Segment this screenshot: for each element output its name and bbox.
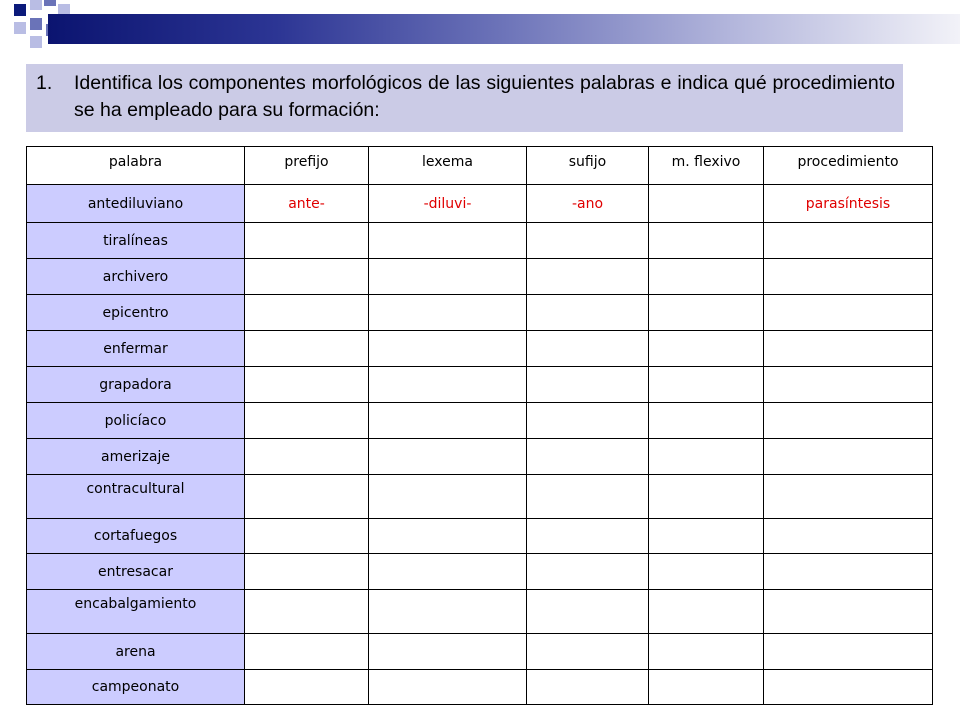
lexema-cell[interactable] bbox=[369, 367, 527, 403]
sufijo-cell[interactable] bbox=[527, 259, 649, 295]
table-row bbox=[27, 670, 933, 705]
header-palabra: palabra bbox=[27, 147, 245, 185]
word-cell: policíaco bbox=[27, 403, 245, 439]
procedimiento-cell[interactable] bbox=[764, 439, 933, 475]
word-cell: grapadora bbox=[27, 367, 245, 403]
sufijo-cell[interactable] bbox=[527, 519, 649, 554]
header-square-7 bbox=[30, 36, 42, 48]
flexivo-cell[interactable] bbox=[649, 367, 764, 403]
flexivo-cell[interactable] bbox=[649, 439, 764, 475]
procedimiento-cell[interactable]: parasíntesis bbox=[764, 185, 933, 223]
header-square-1 bbox=[14, 4, 26, 16]
header-sufijo: sufijo bbox=[527, 147, 649, 185]
prefijo-cell[interactable] bbox=[245, 554, 369, 590]
instruction-box bbox=[26, 64, 903, 132]
instruction-text: Identifica los componentes morfológicos de las siguientes palabras e indica qué procedimiento se ha empleado para su formación: bbox=[74, 72, 895, 121]
sufijo-cell[interactable] bbox=[527, 670, 649, 705]
lexema-cell[interactable] bbox=[369, 475, 527, 519]
word-cell: archivero bbox=[27, 259, 245, 295]
procedimiento-cell[interactable] bbox=[764, 403, 933, 439]
instruction-item bbox=[36, 70, 895, 124]
sufijo-cell[interactable] bbox=[527, 331, 649, 367]
header-prefijo: prefijo bbox=[245, 147, 369, 185]
table-row bbox=[27, 185, 933, 223]
procedimiento-cell[interactable] bbox=[764, 259, 933, 295]
word-cell: antediluviano bbox=[27, 185, 245, 223]
table-row bbox=[27, 331, 933, 367]
flexivo-cell[interactable] bbox=[649, 670, 764, 705]
lexema-cell[interactable]: -diluvi- bbox=[369, 185, 527, 223]
prefijo-cell[interactable] bbox=[245, 439, 369, 475]
procedimiento-cell[interactable] bbox=[764, 670, 933, 705]
word-cell: campeonato bbox=[27, 670, 245, 705]
word-cell: encabalgamiento bbox=[27, 590, 245, 634]
flexivo-cell[interactable] bbox=[649, 331, 764, 367]
flexivo-cell[interactable] bbox=[649, 295, 764, 331]
table-row bbox=[27, 590, 933, 634]
sufijo-cell[interactable] bbox=[527, 403, 649, 439]
flexivo-cell[interactable] bbox=[649, 634, 764, 670]
header-square-5 bbox=[14, 22, 26, 34]
header-lexema: lexema bbox=[369, 147, 527, 185]
prefijo-cell[interactable] bbox=[245, 634, 369, 670]
procedimiento-cell[interactable] bbox=[764, 223, 933, 259]
flexivo-cell[interactable] bbox=[649, 223, 764, 259]
table-row bbox=[27, 295, 933, 331]
header-square-6 bbox=[30, 18, 42, 30]
flexivo-cell[interactable] bbox=[649, 185, 764, 223]
lexema-cell[interactable] bbox=[369, 439, 527, 475]
procedimiento-cell[interactable] bbox=[764, 634, 933, 670]
prefijo-cell[interactable] bbox=[245, 670, 369, 705]
lexema-cell[interactable] bbox=[369, 519, 527, 554]
table-row bbox=[27, 634, 933, 670]
morphology-table bbox=[26, 146, 933, 705]
procedimiento-cell[interactable] bbox=[764, 519, 933, 554]
lexema-cell[interactable] bbox=[369, 403, 527, 439]
lexema-cell[interactable] bbox=[369, 670, 527, 705]
lexema-cell[interactable] bbox=[369, 223, 527, 259]
prefijo-cell[interactable] bbox=[245, 403, 369, 439]
lexema-cell[interactable] bbox=[369, 590, 527, 634]
flexivo-cell[interactable] bbox=[649, 590, 764, 634]
flexivo-cell[interactable] bbox=[649, 403, 764, 439]
flexivo-cell[interactable] bbox=[649, 475, 764, 519]
header-flexivo: m. flexivo bbox=[649, 147, 764, 185]
table-row bbox=[27, 475, 933, 519]
word-cell: enfermar bbox=[27, 331, 245, 367]
prefijo-cell[interactable] bbox=[245, 295, 369, 331]
word-cell: arena bbox=[27, 634, 245, 670]
procedimiento-cell[interactable] bbox=[764, 475, 933, 519]
header-gradient-bar bbox=[48, 14, 960, 44]
word-cell: cortafuegos bbox=[27, 519, 245, 554]
instruction-number: 1. bbox=[36, 72, 53, 94]
table-row bbox=[27, 259, 933, 295]
flexivo-cell[interactable] bbox=[649, 519, 764, 554]
lexema-cell[interactable] bbox=[369, 331, 527, 367]
procedimiento-cell[interactable] bbox=[764, 367, 933, 403]
procedimiento-cell[interactable] bbox=[764, 295, 933, 331]
table-row bbox=[27, 554, 933, 590]
prefijo-cell[interactable] bbox=[245, 259, 369, 295]
table-header-row bbox=[27, 147, 933, 185]
sufijo-cell[interactable] bbox=[527, 223, 649, 259]
sufijo-cell[interactable] bbox=[527, 439, 649, 475]
lexema-cell[interactable] bbox=[369, 634, 527, 670]
prefijo-cell[interactable] bbox=[245, 519, 369, 554]
procedimiento-cell[interactable] bbox=[764, 554, 933, 590]
word-cell: epicentro bbox=[27, 295, 245, 331]
prefijo-cell[interactable] bbox=[245, 223, 369, 259]
prefijo-cell[interactable] bbox=[245, 367, 369, 403]
sufijo-cell[interactable] bbox=[527, 295, 649, 331]
word-cell: amerizaje bbox=[27, 439, 245, 475]
table-row bbox=[27, 403, 933, 439]
sufijo-cell[interactable] bbox=[527, 590, 649, 634]
header-square-3 bbox=[44, 0, 56, 6]
prefijo-cell[interactable] bbox=[245, 331, 369, 367]
sufijo-cell[interactable]: -ano bbox=[527, 185, 649, 223]
table-row bbox=[27, 367, 933, 403]
header-square-2 bbox=[30, 0, 42, 10]
word-cell: tiralíneas bbox=[27, 223, 245, 259]
flexivo-cell[interactable] bbox=[649, 259, 764, 295]
sufijo-cell[interactable] bbox=[527, 554, 649, 590]
prefijo-cell[interactable] bbox=[245, 475, 369, 519]
lexema-cell[interactable] bbox=[369, 295, 527, 331]
word-cell: entresacar bbox=[27, 554, 245, 590]
sufijo-cell[interactable] bbox=[527, 634, 649, 670]
prefijo-cell[interactable]: ante- bbox=[245, 185, 369, 223]
sufijo-cell[interactable] bbox=[527, 367, 649, 403]
procedimiento-cell[interactable] bbox=[764, 331, 933, 367]
prefijo-cell[interactable] bbox=[245, 590, 369, 634]
word-cell: contracultural bbox=[27, 475, 245, 519]
lexema-cell[interactable] bbox=[369, 554, 527, 590]
sufijo-cell[interactable] bbox=[527, 475, 649, 519]
lexema-cell[interactable] bbox=[369, 259, 527, 295]
table-row bbox=[27, 439, 933, 475]
procedimiento-cell[interactable] bbox=[764, 590, 933, 634]
table-row bbox=[27, 519, 933, 554]
flexivo-cell[interactable] bbox=[649, 554, 764, 590]
table-body bbox=[27, 185, 933, 705]
header-procedimiento: procedimiento bbox=[764, 147, 933, 185]
table-row bbox=[27, 223, 933, 259]
